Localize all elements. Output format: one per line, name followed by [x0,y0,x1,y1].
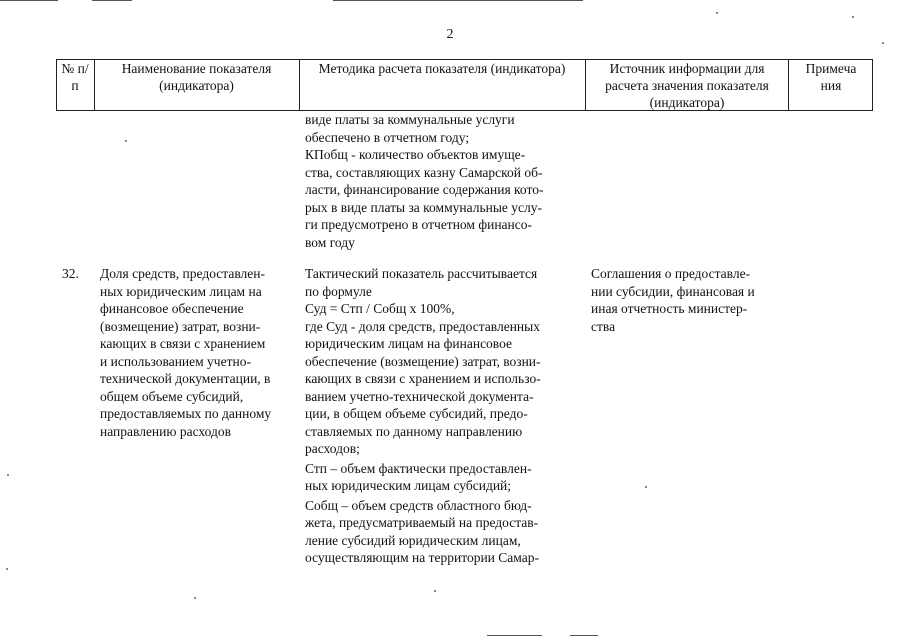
page-number: 2 [446,27,454,42]
scan-speck [125,140,127,142]
col-border [872,59,873,111]
row-32-indicator-name: Доля средств, предоставлен- ных юридическим лицам на финансовое обеспечение (возмещение) затрат, возни- кающих в связи с хранением и использованием учетно- технической документации, в общем объеме субсидий, предоставляемых по данному направлению расходов [100,266,272,439]
header-method: Методика расчета показателя (индикатора) [318,61,566,76]
scan-speck [7,474,9,476]
continuation-method-text: виде платы за коммунальные услуги обеспечено в отчетном году; КПобщ - количество объектов имуще- ства, составляющих казну Самарской об- ласти, финансирование содержания кото- рых в виде платы за коммунальные услу- ги предусмотрено в отчетном финансо- вом году [305,112,544,250]
scan-speck [6,568,8,570]
scan-mark-top-left-2 [92,0,132,1]
scan-speck [434,590,436,592]
header-num: № п/п [61,61,89,93]
scan-mark-top-center [333,0,583,1]
header-source: Источник информации для расчета значения показателя (индикатора) [605,61,769,110]
scan-mark-bottom-1 [487,635,542,636]
header-note: Примечания [805,61,857,93]
scan-speck [852,16,854,18]
col-border [299,59,300,111]
scan-speck [194,597,196,599]
col-border [585,59,586,111]
row-32-method: Тактический показатель рассчитывается по формуле Суд = Стп / Собщ x 100%, где Суд - доля средств, предоставленных юридическим лицам на финансовое обеспечение (возмещение) затрат, возни- кающих в связи с хранением и использо- ванием учетно-технической документа- ции, в общем объеме субсидий, предо- ставляемых по данному направлению расходов; Стп – объем фактически предоставлен- ных юридическим лицам субсидий; Собщ – объем средств областного бюд- жета, предусматриваемый на предостав- ление субсидий юридическим лицам, осуществляющим на территории Самар- [305,265,579,567]
col-border [788,59,789,111]
scan-mark-bottom-2 [570,635,598,636]
col-border [94,59,95,111]
scan-mark-top-left [0,0,58,1]
row-32-number: 32. [62,266,79,281]
header-indicator-name: Наименование показателя (индикатора) [121,61,272,93]
scan-speck [645,486,647,488]
row-32-source: Соглашения о предоставле- нии субсидии, финансовая и иная отчетность министер- ства [591,266,755,334]
formula: Суд = Стп / Собщ x 100%, [305,301,455,316]
scan-speck [716,12,718,14]
col-border [56,59,57,111]
